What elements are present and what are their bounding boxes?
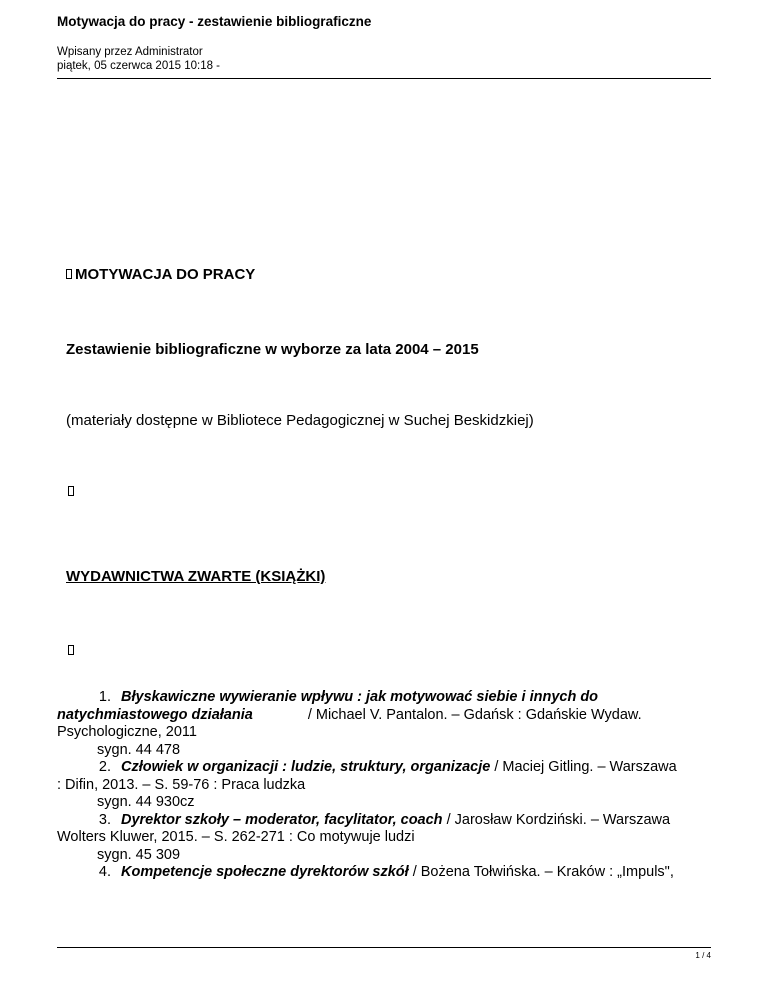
entry-details-cont: Wolters Kluwer, 2015. – S. 262-271 : Co motywuje ludzi xyxy=(57,829,415,845)
section-title: WYDAWNICTWA ZWARTE (KSIĄŻKI) xyxy=(66,568,326,585)
entry-number: 1. xyxy=(98,689,111,705)
entry-number: 3. xyxy=(98,811,111,828)
header-divider xyxy=(57,78,711,79)
page-header-title: Motywacja do pracy - zestawienie bibliograficzne xyxy=(57,14,372,29)
page-header-meta xyxy=(57,45,220,73)
entry-details: / Bożena Tołwińska. – Kraków : „Impuls", xyxy=(408,864,674,880)
entry-title: Kompetencje społeczne dyrektorów szkół xyxy=(121,864,409,880)
entry-number: 4. xyxy=(98,864,111,880)
entry-title: Błyskawiczne wywieranie wpływu : jak motywować siebie i innych do xyxy=(121,689,599,705)
footer-divider xyxy=(57,947,711,948)
list-item xyxy=(57,812,717,865)
entry-details: / Jarosław Kordziński. – Warszawa xyxy=(442,811,671,828)
entry-details-cont: Psychologiczne, 2011 xyxy=(57,724,197,740)
entry-title: Człowiek w organizacji : ludzie, struktury, organizacje xyxy=(121,759,491,775)
list-item xyxy=(57,689,717,759)
heading-text: MOTYWACJA DO PRACY xyxy=(75,266,256,283)
entry-shelfmark: sygn. 44 930cz xyxy=(97,794,195,810)
availability-note: (materiały dostępne w Bibliotece Pedagogicznej w Suchej Beskidzkiej) xyxy=(66,412,534,429)
entry-title-cont: natychmiastowego działania xyxy=(57,706,253,723)
missing-glyph-icon xyxy=(68,486,74,496)
entry-details-cont: : Difin, 2013. – S. 59-76 : Praca ludzka xyxy=(57,776,306,793)
entry-title: Dyrektor szkoły – moderator, facylitator, coach xyxy=(121,811,443,828)
main-heading xyxy=(66,266,255,283)
bibliography-list xyxy=(57,689,717,882)
subheading: Zestawienie bibliograficzne w wyborze za lata 2004 – 2015 xyxy=(66,341,479,358)
entry-details: / Maciej Gitling. – Warszawa xyxy=(490,759,677,775)
entry-shelfmark: sygn. 45 309 xyxy=(97,846,181,863)
page-number: 1 / 4 xyxy=(695,951,711,960)
missing-glyph-icon xyxy=(66,269,72,279)
date-line: piątek, 05 czerwca 2015 10:18 - xyxy=(57,60,221,72)
entry-number: 2. xyxy=(98,759,111,775)
entry-shelfmark: sygn. 44 478 xyxy=(97,741,181,758)
list-item xyxy=(57,759,717,812)
missing-glyph-icon xyxy=(68,645,74,655)
author-line: Wpisany przez Administrator xyxy=(57,46,203,58)
entry-details: / Michael V. Pantalon. – Gdańsk : Gdańskie Wydaw. xyxy=(307,706,642,723)
list-item xyxy=(57,864,717,882)
